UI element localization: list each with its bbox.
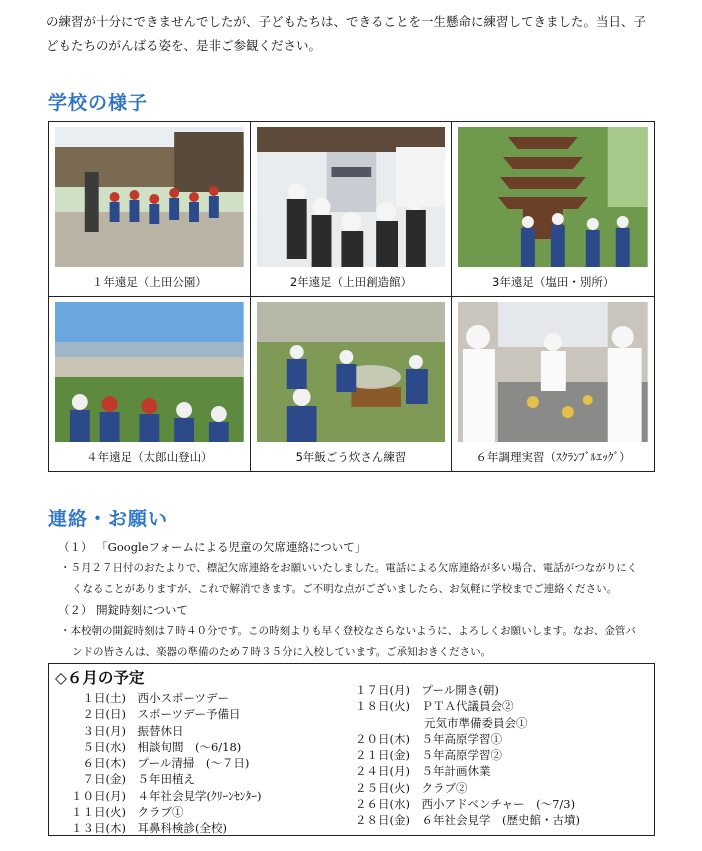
notice-1-body-2: くなることがありますが、これで解消できます。ご不明な点がございましたら、お気軽に学校までご連絡ください。 (72, 583, 618, 595)
schedule-item: １７日(月) プール開き(朝) (355, 683, 499, 697)
schedule-item: ６日(木) プール清掃 (～７日) (71, 756, 250, 771)
schedule-item: 元気市準備委員会① (355, 715, 528, 730)
schedule-right-column (355, 682, 580, 829)
photo-grid (48, 121, 655, 472)
photo-train-station-icon (257, 127, 446, 267)
photo-cell-1 (49, 122, 251, 297)
schedule-item: ２８日(金) ６年社会見学 (歴史館・古墳) (355, 813, 580, 828)
notice-2-title: （２） 開錠時刻について (58, 603, 188, 617)
schedule-item: ２５日(火) クラブ② (355, 780, 468, 795)
schedule-item: ３日(月) 振替休日 (71, 723, 184, 738)
intro-text (46, 10, 658, 58)
notices (58, 537, 678, 663)
intro-line-1: の練習が十分にできませんでしたが、子どもたちは、できることを一生懸命に練習してきました。当日、子 (46, 14, 647, 29)
notice-2-body-2: ンドの皆さんは、楽器の準備のため７時３５分に入校しています。ご承知おきください。 (72, 646, 492, 658)
section-title-school: 学校の様子 (48, 92, 149, 114)
schedule-item: １０日(月) ４年社会見学(ｸﾘｰﾝｾﾝﾀｰ) (71, 788, 262, 803)
photo-park-shrine-icon (55, 127, 244, 267)
schedule-left-column (71, 690, 261, 837)
schedule-item: １１日(火) クラブ① (71, 805, 184, 820)
photo-cell-6 (452, 297, 654, 472)
photo-outdoor-cooking-icon (257, 302, 446, 442)
photo-caption-3: 3年遠足（塩田・別所） (492, 275, 615, 289)
schedule-item: ２６日(水) 西小アドベンチャー (～7/3) (355, 797, 576, 812)
intro-line-2: どもたちのがんばる姿を、是非ご参観ください。 (46, 38, 322, 53)
photo-caption-1: １年遠足（上田公園） (91, 275, 207, 289)
photo-mountain-view-icon (55, 302, 244, 442)
notice-1-title: （１） 「Googleフォームによる児童の欠席連絡について」 (58, 540, 367, 554)
schedule-item: ７日(金) ５年田植え (71, 772, 195, 787)
section-title-notices: 連絡・お願い (48, 508, 169, 530)
photo-cell-2 (251, 122, 453, 297)
photo-cell-3 (452, 122, 654, 297)
june-schedule (48, 663, 655, 836)
notice-2-body-1: ・本校朝の開錠時刻は７時４０分です。この時刻よりも早く登校なさらないように、よろしくお願いします。なお、金管バ (60, 625, 636, 637)
schedule-item: １日(土) 西小スポーツデー (71, 691, 230, 705)
photo-caption-5: 5年飯ごう炊さん練習 (295, 449, 407, 464)
photo-cell-4 (49, 297, 251, 472)
photo-caption-2: 2年遠足（上田創造館） (289, 275, 413, 289)
notice-1-body-1: ・５月２７日付のおたよりで、標記欠席連絡をお願いいたしました。電話による欠席連絡が多い場合、電話がつながりにく (60, 562, 638, 574)
schedule-item: ２４日(月) ５年計画休業 (355, 764, 491, 779)
schedule-item: ５日(水) 相談旬間 (～6/18) (71, 739, 242, 754)
schedule-title: ◇６月の予定 (55, 669, 145, 687)
schedule-item: １８日(火) ＰＴＡ代議員会② (355, 699, 514, 714)
photo-pagoda-icon (458, 127, 648, 267)
photo-cell-5 (251, 297, 453, 472)
photo-caption-6: ６年調理実習（ｽｸﾗﾝﾌﾞﾙｴｯｸﾞ） (475, 449, 631, 464)
photo-caption-4: ４年遠足（太郎山登山） (86, 449, 213, 464)
schedule-item: ２日(日) スポーツデー予備日 (71, 707, 241, 722)
schedule-item: ２０日(木) ５年高原学習① (355, 731, 502, 746)
photo-cooking-class-icon (458, 302, 648, 442)
schedule-item: ２１日(金) ５年高原学習② (355, 748, 502, 763)
schedule-item: １３日(木) 耳鼻科検診(全校) (71, 821, 227, 836)
